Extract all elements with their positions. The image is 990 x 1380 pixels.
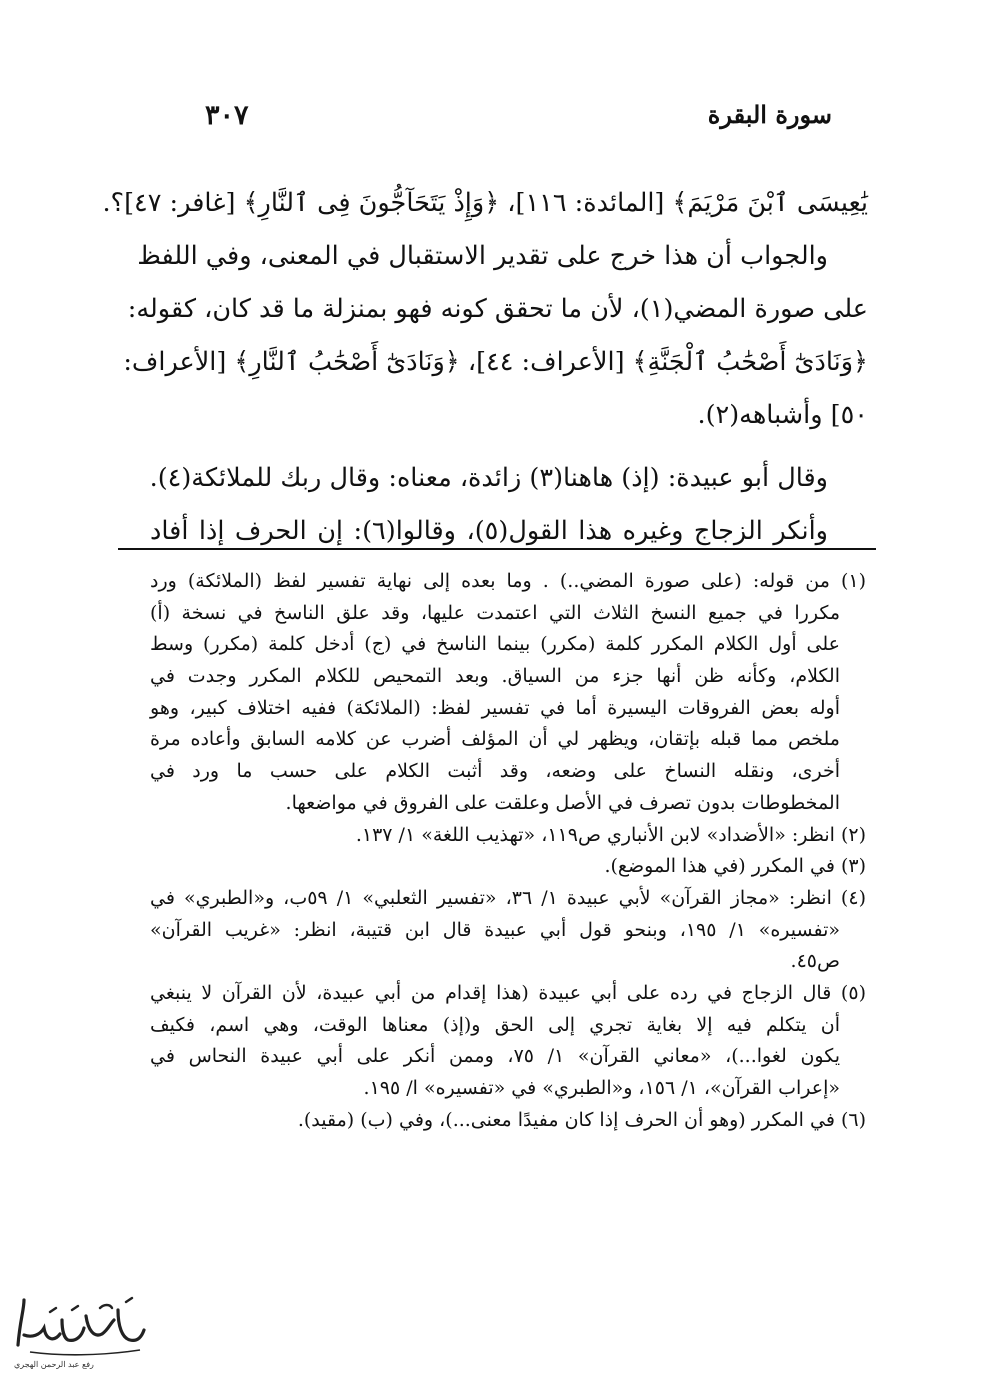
surah-title: سورة البقرة (707, 100, 832, 129)
footnote-line: مكررا في جميع النسخ الثلاث التي اعتمدت عليها، وقد علق الناسخ في نسخة (أ) (150, 601, 840, 624)
almostaha-logo-icon (10, 1290, 150, 1370)
main-line: وقال أبو عبيدة: (إذ) هاهنا(٣) زائدة، معناه: وقال ربك للملائكة(٤). (149, 463, 828, 493)
footnote-line: (٢) انظر: «الأضداد» لابن الأنباري ص١١٩، «تهذيب اللغة» ١/ ١٣٧. (355, 823, 866, 846)
footnote-line: الكلام، وكأنه ظن أنها جزء من السياق. وبعد التمحيص للكلام المكرر وجدت في (150, 665, 840, 688)
footnote-line: (١) من قوله: (على صورة المضي..) . وما بعده إلى نهاية تفسير لفظ (الملائكة) ورد (150, 570, 866, 592)
main-line: والجواب أن هذا خرج على تقدير الاستقبال في المعنى، وفي اللفظ (137, 241, 828, 271)
footnotes (150, 566, 866, 1136)
watermark-caption: رفع عبد الرحمن الهجري (14, 1360, 94, 1369)
footnote-line: المخطوطات بدون تصرف في الأصل وعلقت على الفروق في مواضعها. (285, 791, 840, 814)
footnote-line: يكون لغوا...)، «معاني القرآن» ١/ ٧٥، وممن أنكر على أبي عبيدة النحاس في (150, 1045, 840, 1068)
footnote-line: أوله بعض الفروقات اليسيرة أما في تفسير لفظ: (الملائكة) ففيه اختلاف كبير، وهو (150, 696, 840, 719)
footnote-line: أخرى، ونقله النساخ على وضعه، وقد أثبت الكلام على حسب ما ورد في (150, 760, 840, 783)
main-line: ٥٠] وأشباهه(٢). (697, 400, 868, 430)
main-text (102, 177, 868, 558)
page-header (205, 100, 832, 140)
footnote-line: (٦) في المكرر (وهو أن الحرف إذا كان مفيدًا معنى...)، وفي (ب) (مقيد). (297, 1108, 866, 1131)
footnote-line: (٤) انظر: «مجاز القرآن» لأبي عبيدة ١/ ٣٦، «تفسير الثعلبي» ١/ ٥٩ب، و«الطبري» في (150, 886, 866, 909)
main-line: وأنكر الزجاج وغيره هذا القول(٥)، وقالوا(٦): إن الحرف إذا أفاد (150, 516, 828, 546)
footnote-line: أن يتكلم فيه إلا بغاية تجري إلى الحق و(إذ) معناها الوقت، وهي اسم، فكيف (150, 1013, 840, 1036)
footnote-line: «تفسيره» ١/ ١٩٥، وبنحو قول أبي عبيدة قال ابن قتيبة، انظر: «غريب القرآن» (150, 918, 840, 941)
main-line: يَٰعِيسَى ٱبْنَ مَرْيَمَ﴾ [المائدة: ١١٦]، ﴿وَإِذْ يَتَحَآجُّونَ فِى ٱلنَّارِ﴾ [غافر: ٤٧]؟. (102, 188, 868, 218)
page-number: ٣٠٧ (205, 100, 249, 131)
footnote-line: (٣) في المكرر (في هذا الموضع). (604, 855, 866, 878)
main-line: ﴿وَنَادَىٰٓ أَصْحَٰبُ ٱلْجَنَّةِ﴾ [الأعراف: ٤٤]، ﴿وَنَادَىٰٓ أَصْحَٰبُ ٱلنَّارِ﴾ [الأعراف: (123, 347, 868, 377)
footnote-line: «إعراب القرآن»، ١/ ١٥٦، و«الطبري» في «تفسيره» ا/ ١٩٥. (363, 1077, 840, 1099)
footnote-line: ملخص مما قبله بإتقان، ويظهر لي أن المؤلف أضرب عن كلامه السابق وأعاده مرة (150, 728, 840, 751)
footnote-separator (118, 548, 876, 550)
footnote-line: على أول الكلام المكرر كلمة (مكرر) بينما الناسخ في (ج) أدخل كلمة (مكرر) وسط (150, 633, 840, 656)
main-line: على صورة المضي(١)، لأن ما تحقق كونه فهو بمنزلة ما قد كان، كقوله: (127, 294, 868, 324)
footnote-line: (٥) قال الزجاج في رده على أبي عبيدة (هذا إقدام من أبي عبيدة، لأن القرآن لا ينبغي (150, 981, 866, 1004)
footnote-line: ص٤٥. (790, 950, 840, 973)
